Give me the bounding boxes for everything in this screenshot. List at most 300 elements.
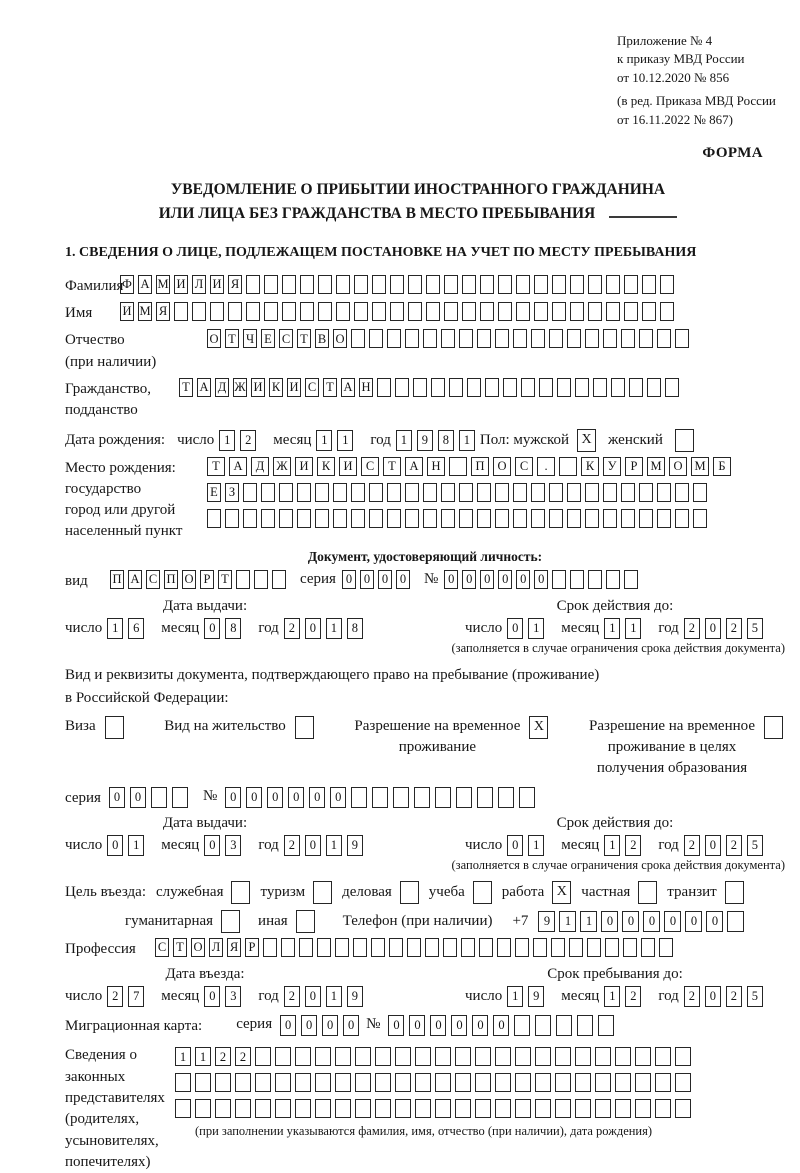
form-cell[interactable] xyxy=(315,509,329,528)
form-cell[interactable] xyxy=(369,329,383,348)
form-cell[interactable]: 2 xyxy=(284,986,300,1007)
form-cell[interactable] xyxy=(621,483,635,502)
form-cell[interactable] xyxy=(407,938,421,957)
form-cell[interactable] xyxy=(431,378,445,397)
option-temp-residence-checkbox[interactable]: X xyxy=(529,716,548,739)
form-cell[interactable] xyxy=(236,570,250,589)
form-cell[interactable]: С xyxy=(155,938,169,957)
form-cell[interactable]: А xyxy=(197,378,211,397)
form-cell[interactable] xyxy=(335,1047,351,1066)
form-cell[interactable] xyxy=(395,1047,411,1066)
form-cell[interactable] xyxy=(567,483,581,502)
form-cell[interactable] xyxy=(354,302,368,321)
purpose-study-checkbox[interactable] xyxy=(473,881,492,904)
form-cell[interactable]: 0 xyxy=(472,1015,488,1036)
form-cell[interactable]: 0 xyxy=(507,618,523,639)
form-cell[interactable] xyxy=(567,329,581,348)
form-cell[interactable]: 2 xyxy=(684,618,700,639)
option-residence-permit-checkbox[interactable] xyxy=(295,716,314,739)
form-cell[interactable]: 0 xyxy=(246,787,262,808)
form-cell[interactable]: 0 xyxy=(516,570,530,589)
form-cell[interactable] xyxy=(621,329,635,348)
form-cell[interactable] xyxy=(210,302,224,321)
form-cell[interactable] xyxy=(657,329,671,348)
form-cell[interactable] xyxy=(575,1099,591,1118)
form-cell[interactable]: Т xyxy=(179,378,193,397)
form-cell[interactable] xyxy=(172,787,188,808)
form-cell[interactable]: Т xyxy=(207,457,225,476)
form-cell[interactable]: 0 xyxy=(705,618,721,639)
form-cell[interactable] xyxy=(593,378,607,397)
form-cell[interactable]: И xyxy=(210,275,224,294)
form-cell[interactable]: 6 xyxy=(128,618,144,639)
form-cell[interactable] xyxy=(461,938,475,957)
form-cell[interactable] xyxy=(369,483,383,502)
form-cell[interactable] xyxy=(585,483,599,502)
form-cell[interactable]: 0 xyxy=(622,911,639,932)
form-cell[interactable]: О xyxy=(182,570,196,589)
form-cell[interactable]: 0 xyxy=(342,570,356,589)
form-cell[interactable]: 5 xyxy=(747,835,763,856)
form-cell[interactable]: 1 xyxy=(604,986,620,1007)
form-cell[interactable]: Я xyxy=(227,938,241,957)
form-cell[interactable] xyxy=(639,483,653,502)
form-cell[interactable] xyxy=(521,378,535,397)
form-cell[interactable] xyxy=(351,483,365,502)
form-cell[interactable] xyxy=(615,1099,631,1118)
form-cell[interactable] xyxy=(414,787,430,808)
form-cell[interactable]: 0 xyxy=(305,618,321,639)
form-cell[interactable]: . xyxy=(537,457,555,476)
form-cell[interactable]: О xyxy=(333,329,347,348)
form-cell[interactable] xyxy=(660,302,674,321)
purpose-official-checkbox[interactable] xyxy=(231,881,250,904)
form-cell[interactable] xyxy=(315,1047,331,1066)
form-cell[interactable] xyxy=(624,302,638,321)
form-cell[interactable] xyxy=(624,570,638,589)
form-cell[interactable]: 1 xyxy=(219,430,235,451)
form-cell[interactable] xyxy=(195,1099,211,1118)
form-cell[interactable]: 9 xyxy=(347,986,363,1007)
form-cell[interactable]: 0 xyxy=(706,911,723,932)
form-cell[interactable]: 5 xyxy=(747,986,763,1007)
purpose-tourism-checkbox[interactable] xyxy=(313,881,332,904)
form-cell[interactable] xyxy=(475,1047,491,1066)
form-cell[interactable] xyxy=(395,1099,411,1118)
form-cell[interactable] xyxy=(559,457,577,476)
form-cell[interactable] xyxy=(515,1073,531,1092)
form-cell[interactable] xyxy=(315,483,329,502)
form-cell[interactable] xyxy=(279,483,293,502)
form-cell[interactable] xyxy=(336,275,350,294)
form-cell[interactable] xyxy=(569,938,583,957)
form-cell[interactable]: 1 xyxy=(528,835,544,856)
form-cell[interactable] xyxy=(435,1047,451,1066)
form-cell[interactable]: А xyxy=(128,570,142,589)
form-cell[interactable] xyxy=(315,1099,331,1118)
form-cell[interactable] xyxy=(534,302,548,321)
form-cell[interactable]: 1 xyxy=(337,430,353,451)
form-cell[interactable] xyxy=(603,509,617,528)
form-cell[interactable] xyxy=(621,509,635,528)
form-cell[interactable]: А xyxy=(138,275,152,294)
form-cell[interactable]: 0 xyxy=(130,787,146,808)
form-cell[interactable] xyxy=(513,329,527,348)
form-cell[interactable] xyxy=(585,509,599,528)
form-cell[interactable]: 1 xyxy=(559,911,576,932)
form-cell[interactable]: А xyxy=(341,378,355,397)
form-cell[interactable] xyxy=(570,302,584,321)
form-cell[interactable] xyxy=(623,938,637,957)
option-temp-residence-education-checkbox[interactable] xyxy=(764,716,783,739)
form-cell[interactable] xyxy=(225,509,239,528)
form-cell[interactable] xyxy=(275,1073,291,1092)
form-cell[interactable] xyxy=(495,329,509,348)
form-cell[interactable] xyxy=(261,509,275,528)
form-cell[interactable]: К xyxy=(317,457,335,476)
form-cell[interactable] xyxy=(354,275,368,294)
form-cell[interactable] xyxy=(495,1047,511,1066)
form-cell[interactable] xyxy=(467,378,481,397)
form-cell[interactable]: Т xyxy=(323,378,337,397)
form-cell[interactable] xyxy=(575,1073,591,1092)
form-cell[interactable]: 0 xyxy=(204,986,220,1007)
form-cell[interactable] xyxy=(549,509,563,528)
form-cell[interactable]: И xyxy=(339,457,357,476)
form-cell[interactable]: М xyxy=(156,275,170,294)
form-cell[interactable] xyxy=(423,509,437,528)
form-cell[interactable]: 0 xyxy=(360,570,374,589)
form-cell[interactable] xyxy=(455,1047,471,1066)
purpose-transit-checkbox[interactable] xyxy=(725,881,744,904)
form-cell[interactable]: И xyxy=(287,378,301,397)
form-cell[interactable] xyxy=(151,787,167,808)
form-cell[interactable]: 1 xyxy=(326,986,342,1007)
form-cell[interactable] xyxy=(603,483,617,502)
form-cell[interactable] xyxy=(175,1099,191,1118)
form-cell[interactable] xyxy=(552,570,566,589)
form-cell[interactable]: 2 xyxy=(684,986,700,1007)
form-cell[interactable]: Р xyxy=(625,457,643,476)
form-cell[interactable] xyxy=(665,378,679,397)
form-cell[interactable]: М xyxy=(647,457,665,476)
form-cell[interactable] xyxy=(595,1099,611,1118)
form-cell[interactable]: 2 xyxy=(235,1047,251,1066)
form-cell[interactable]: 0 xyxy=(288,787,304,808)
form-cell[interactable] xyxy=(351,329,365,348)
form-cell[interactable] xyxy=(207,509,221,528)
form-cell[interactable]: Т xyxy=(383,457,401,476)
form-cell[interactable] xyxy=(675,1099,691,1118)
purpose-business-checkbox[interactable] xyxy=(400,881,419,904)
form-cell[interactable] xyxy=(389,938,403,957)
form-cell[interactable]: 1 xyxy=(604,618,620,639)
form-cell[interactable] xyxy=(405,509,419,528)
form-cell[interactable] xyxy=(335,1099,351,1118)
form-cell[interactable]: Е xyxy=(207,483,221,502)
form-cell[interactable]: 2 xyxy=(107,986,123,1007)
form-cell[interactable] xyxy=(570,275,584,294)
form-cell[interactable] xyxy=(254,570,268,589)
form-cell[interactable] xyxy=(675,1073,691,1092)
form-cell[interactable] xyxy=(318,302,332,321)
form-cell[interactable]: 8 xyxy=(347,618,363,639)
form-cell[interactable] xyxy=(675,483,689,502)
form-cell[interactable] xyxy=(615,1073,631,1092)
form-cell[interactable] xyxy=(647,378,661,397)
form-cell[interactable] xyxy=(495,1073,511,1092)
form-cell[interactable] xyxy=(555,1073,571,1092)
form-cell[interactable] xyxy=(387,483,401,502)
form-cell[interactable] xyxy=(588,302,602,321)
form-cell[interactable] xyxy=(353,938,367,957)
form-cell[interactable] xyxy=(549,483,563,502)
form-cell[interactable] xyxy=(611,378,625,397)
form-cell[interactable] xyxy=(415,1047,431,1066)
form-cell[interactable]: А xyxy=(229,457,247,476)
form-cell[interactable]: 2 xyxy=(726,835,742,856)
form-cell[interactable] xyxy=(588,275,602,294)
form-cell[interactable]: 0 xyxy=(493,1015,509,1036)
form-cell[interactable] xyxy=(535,1015,551,1036)
form-cell[interactable] xyxy=(317,938,331,957)
form-cell[interactable]: 5 xyxy=(747,618,763,639)
purpose-humanitarian-checkbox[interactable] xyxy=(221,910,240,933)
form-cell[interactable]: 0 xyxy=(409,1015,425,1036)
form-cell[interactable] xyxy=(228,302,242,321)
form-cell[interactable]: 0 xyxy=(480,570,494,589)
form-cell[interactable]: 0 xyxy=(462,570,476,589)
form-cell[interactable] xyxy=(405,483,419,502)
form-cell[interactable] xyxy=(423,483,437,502)
form-cell[interactable]: Р xyxy=(200,570,214,589)
form-cell[interactable] xyxy=(393,787,409,808)
form-cell[interactable] xyxy=(413,378,427,397)
form-cell[interactable] xyxy=(351,509,365,528)
form-cell[interactable] xyxy=(606,302,620,321)
form-cell[interactable]: О xyxy=(191,938,205,957)
form-cell[interactable]: Ж xyxy=(273,457,291,476)
form-cell[interactable]: П xyxy=(471,457,489,476)
form-cell[interactable] xyxy=(315,1073,331,1092)
form-cell[interactable]: 9 xyxy=(347,835,363,856)
form-cell[interactable] xyxy=(513,483,527,502)
form-cell[interactable] xyxy=(549,329,563,348)
form-cell[interactable] xyxy=(516,275,530,294)
form-cell[interactable] xyxy=(372,787,388,808)
form-cell[interactable] xyxy=(336,302,350,321)
form-cell[interactable] xyxy=(455,1073,471,1092)
form-cell[interactable]: 0 xyxy=(322,1015,338,1036)
form-cell[interactable]: 1 xyxy=(316,430,332,451)
form-cell[interactable]: Ч xyxy=(243,329,257,348)
form-cell[interactable]: Ж xyxy=(233,378,247,397)
form-cell[interactable] xyxy=(415,1073,431,1092)
form-cell[interactable] xyxy=(575,1047,591,1066)
form-cell[interactable] xyxy=(475,1099,491,1118)
form-cell[interactable] xyxy=(567,509,581,528)
form-cell[interactable]: 1 xyxy=(326,618,342,639)
form-cell[interactable] xyxy=(372,302,386,321)
form-cell[interactable]: 0 xyxy=(705,986,721,1007)
form-cell[interactable] xyxy=(444,302,458,321)
form-cell[interactable] xyxy=(635,1047,651,1066)
form-cell[interactable]: 0 xyxy=(305,986,321,1007)
form-cell[interactable]: 1 xyxy=(175,1047,191,1066)
form-cell[interactable] xyxy=(246,302,260,321)
form-cell[interactable] xyxy=(462,302,476,321)
form-cell[interactable]: 2 xyxy=(240,430,256,451)
form-cell[interactable]: С xyxy=(279,329,293,348)
form-cell[interactable] xyxy=(263,938,277,957)
form-cell[interactable] xyxy=(279,509,293,528)
form-cell[interactable]: 2 xyxy=(284,618,300,639)
form-cell[interactable]: 1 xyxy=(396,430,412,451)
form-cell[interactable] xyxy=(195,1073,211,1092)
form-cell[interactable]: Т xyxy=(173,938,187,957)
form-cell[interactable] xyxy=(655,1047,671,1066)
form-cell[interactable]: В xyxy=(315,329,329,348)
form-cell[interactable]: 8 xyxy=(225,618,241,639)
form-cell[interactable] xyxy=(497,938,511,957)
form-cell[interactable] xyxy=(408,275,422,294)
form-cell[interactable] xyxy=(556,1015,572,1036)
form-cell[interactable] xyxy=(441,509,455,528)
form-cell[interactable]: 0 xyxy=(388,1015,404,1036)
form-cell[interactable]: 0 xyxy=(343,1015,359,1036)
form-cell[interactable] xyxy=(655,1073,671,1092)
form-cell[interactable] xyxy=(629,378,643,397)
form-cell[interactable] xyxy=(585,329,599,348)
form-cell[interactable] xyxy=(243,483,257,502)
form-cell[interactable] xyxy=(435,1099,451,1118)
form-cell[interactable]: 2 xyxy=(215,1047,231,1066)
form-cell[interactable]: С xyxy=(515,457,533,476)
form-cell[interactable]: К xyxy=(269,378,283,397)
form-cell[interactable] xyxy=(300,302,314,321)
form-cell[interactable] xyxy=(598,1015,614,1036)
form-cell[interactable] xyxy=(639,329,653,348)
form-cell[interactable] xyxy=(534,275,548,294)
form-cell[interactable]: П xyxy=(110,570,124,589)
form-cell[interactable] xyxy=(657,509,671,528)
form-cell[interactable] xyxy=(551,938,565,957)
form-cell[interactable]: 0 xyxy=(109,787,125,808)
form-cell[interactable] xyxy=(455,1099,471,1118)
form-cell[interactable] xyxy=(459,509,473,528)
form-cell[interactable] xyxy=(615,1047,631,1066)
form-cell[interactable] xyxy=(272,570,286,589)
form-cell[interactable] xyxy=(435,1073,451,1092)
form-cell[interactable]: 1 xyxy=(326,835,342,856)
form-cell[interactable] xyxy=(531,329,545,348)
form-cell[interactable]: 2 xyxy=(284,835,300,856)
form-cell[interactable] xyxy=(659,938,673,957)
form-cell[interactable]: 1 xyxy=(604,835,620,856)
form-cell[interactable]: 0 xyxy=(705,835,721,856)
form-cell[interactable]: О xyxy=(493,457,511,476)
form-cell[interactable] xyxy=(693,509,707,528)
form-cell[interactable]: Я xyxy=(156,302,170,321)
form-cell[interactable]: 0 xyxy=(601,911,618,932)
form-cell[interactable] xyxy=(395,1073,411,1092)
form-cell[interactable] xyxy=(333,483,347,502)
form-cell[interactable] xyxy=(390,275,404,294)
form-cell[interactable]: И xyxy=(174,275,188,294)
form-cell[interactable]: 0 xyxy=(430,1015,446,1036)
form-cell[interactable] xyxy=(587,938,601,957)
form-cell[interactable]: 0 xyxy=(305,835,321,856)
form-cell[interactable] xyxy=(255,1099,271,1118)
form-cell[interactable] xyxy=(449,378,463,397)
form-cell[interactable] xyxy=(387,509,401,528)
form-cell[interactable] xyxy=(459,483,473,502)
form-cell[interactable] xyxy=(570,570,584,589)
form-cell[interactable] xyxy=(531,483,545,502)
form-cell[interactable] xyxy=(552,302,566,321)
form-cell[interactable] xyxy=(351,787,367,808)
form-cell[interactable]: 2 xyxy=(726,618,742,639)
form-cell[interactable]: 0 xyxy=(451,1015,467,1036)
form-cell[interactable] xyxy=(456,787,472,808)
form-cell[interactable] xyxy=(533,938,547,957)
form-cell[interactable] xyxy=(535,1047,551,1066)
form-cell[interactable] xyxy=(595,1073,611,1092)
form-cell[interactable]: Я xyxy=(228,275,242,294)
form-cell[interactable]: К xyxy=(581,457,599,476)
form-cell[interactable] xyxy=(657,483,671,502)
form-cell[interactable]: 1 xyxy=(580,911,597,932)
form-cell[interactable] xyxy=(495,483,509,502)
form-cell[interactable] xyxy=(531,509,545,528)
form-cell[interactable]: У xyxy=(603,457,621,476)
form-cell[interactable] xyxy=(387,329,401,348)
form-cell[interactable]: Н xyxy=(359,378,373,397)
form-cell[interactable] xyxy=(281,938,295,957)
form-cell[interactable] xyxy=(243,509,257,528)
form-cell[interactable]: Е xyxy=(261,329,275,348)
form-cell[interactable] xyxy=(480,302,494,321)
form-cell[interactable] xyxy=(519,787,535,808)
form-cell[interactable] xyxy=(443,938,457,957)
form-cell[interactable]: 0 xyxy=(643,911,660,932)
form-cell[interactable] xyxy=(175,1073,191,1092)
form-cell[interactable]: 1 xyxy=(528,618,544,639)
form-cell[interactable]: 0 xyxy=(498,570,512,589)
form-cell[interactable] xyxy=(606,275,620,294)
option-visa-checkbox[interactable] xyxy=(105,716,124,739)
form-cell[interactable] xyxy=(426,302,440,321)
form-cell[interactable]: 1 xyxy=(507,986,523,1007)
form-cell[interactable]: 1 xyxy=(459,430,475,451)
form-cell[interactable]: О xyxy=(669,457,687,476)
form-cell[interactable] xyxy=(297,509,311,528)
form-cell[interactable] xyxy=(282,275,296,294)
form-cell[interactable]: И xyxy=(251,378,265,397)
form-cell[interactable] xyxy=(408,302,422,321)
form-cell[interactable] xyxy=(355,1047,371,1066)
form-cell[interactable] xyxy=(555,1099,571,1118)
form-cell[interactable] xyxy=(475,1073,491,1092)
form-cell[interactable] xyxy=(642,275,656,294)
form-cell[interactable]: 0 xyxy=(204,835,220,856)
form-cell[interactable] xyxy=(514,1015,530,1036)
form-cell[interactable] xyxy=(300,275,314,294)
form-cell[interactable]: О xyxy=(207,329,221,348)
form-cell[interactable]: 0 xyxy=(107,835,123,856)
form-cell[interactable] xyxy=(449,457,467,476)
form-cell[interactable] xyxy=(246,275,260,294)
